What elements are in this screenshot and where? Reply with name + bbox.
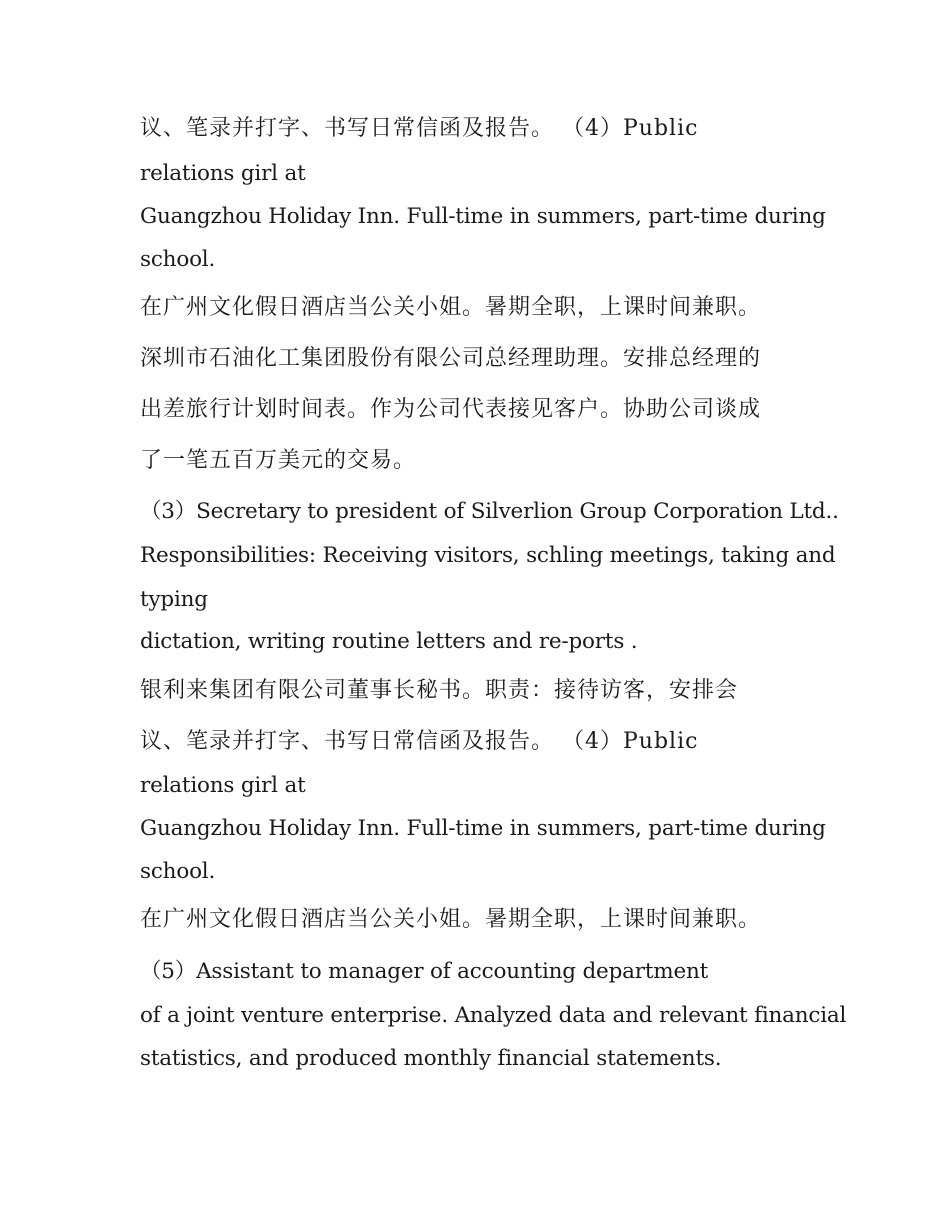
- text-line: Guangzhou Holiday Inn. Full-time in summers, part-time during: [140, 204, 826, 229]
- text-line: Guangzhou Holiday Inn. Full-time in summers, part-time during: [140, 816, 826, 841]
- text-line: 银利来集团有限公司董事长秘书。职责：接待访客，安排会: [140, 678, 739, 703]
- text-line: 议、笔录并打字、书写日常信函及报告。 （4）Public: [140, 729, 699, 754]
- text-line: 在广州文化假日酒店当公关小姐。暑期全职，上课时间兼职。: [140, 295, 762, 320]
- text-line: 了一笔五百万美元的交易。: [140, 448, 417, 473]
- text-line: relations girl at: [140, 773, 306, 798]
- text-line: school.: [140, 859, 216, 884]
- text-line: school.: [140, 247, 216, 272]
- text-line: 深圳市石油化工集团股份有限公司总经理助理。安排总经理的: [140, 346, 762, 371]
- text-line: typing: [140, 587, 208, 612]
- text-line: Responsibilities: Receiving visitors, schling meetings, taking and: [140, 543, 836, 568]
- text-line: 在广州文化假日酒店当公关小姐。暑期全职，上课时间兼职。: [140, 907, 762, 932]
- text-line: statistics, and produced monthly financial statements.: [140, 1046, 722, 1071]
- text-line: 议、笔录并打字、书写日常信函及报告。 （4）Public: [140, 116, 699, 141]
- text-line: （5）Assistant to manager of accounting department: [140, 959, 709, 984]
- text-line: 出差旅行计划时间表。作为公司代表接见客户。协助公司谈成: [140, 397, 762, 422]
- text-line: relations girl at: [140, 161, 306, 186]
- text-line: dictation, writing routine letters and re-ports .: [140, 629, 638, 654]
- text-line: of a joint venture enterprise. Analyzed data and relevant financial: [140, 1003, 847, 1028]
- text-line: （3）Secretary to president of Silverlion Group Corporation Ltd..: [140, 499, 839, 524]
